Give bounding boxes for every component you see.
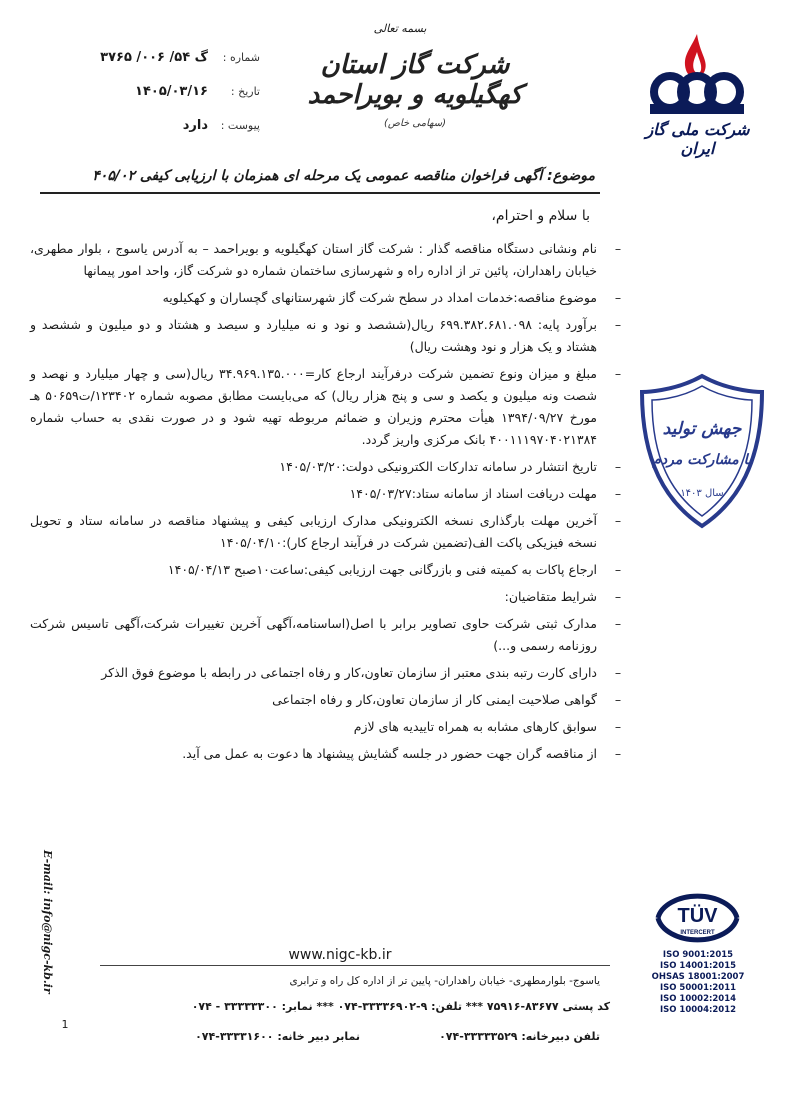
list-item-text: سوابق کارهای مشابه به همراه تاییدیه های لازم	[353, 719, 597, 734]
footer-secretariat-fax: نمابر دبیر خانه: ۳۳۳۳۱۶۰۰-۰۷۴	[195, 1030, 360, 1043]
bullet-dash: –	[614, 486, 622, 501]
letter-date-label: تاریخ :	[230, 85, 260, 98]
list-item-text: مبلغ و میزان ونوع تضمین شرکت درفرآیند ارجاع کار=۳۴.۹۶۹.۱۳۵.۰۰۰ ریال(سی و چهار میلیارد و نهصد و شصت ونه میلیون و یکصد و سی و پنج هزار ریال) که می‌بایست مطابق مصوبه شماره ۱۲۳۴۰۲/ت۵۰۶۵۹ هـ مورخ ۱۳۹۴/۰۹/۲۷ هیأت محترم وزیران و ضمائم مربوطه تهیه شود و در صورت نقدی به حساب شماره ۴۰۰۱۱۱۹۷۰۴۰۲۱۳۸۴ بانک مرکزی واریز گردد.	[30, 366, 597, 447]
emblem-line1: جهش تولید	[662, 419, 742, 439]
list-item	[30, 743, 625, 765]
list-item-text: از مناقصه گران جهت حضور در جلسه گشایش پیشنهاد ها دعوت به عمل می آید.	[182, 746, 597, 761]
bullet-dash: –	[614, 290, 622, 305]
list-item	[30, 662, 625, 684]
emblem-year: سال ۱۴۰۳	[680, 488, 724, 499]
letter-attachment-label: پیوست :	[220, 119, 260, 132]
footer-postal-phone: کد پستی ۸۳۶۷۷-۷۵۹۱۶ *** تلفن: ۹-۳۳۳۳۶۹۰۲-۰۷۴ *** نمابر: ۳۳۳۳۳۳۰۰ - ۰۷۴	[191, 1000, 610, 1013]
list-item-text: نام ونشانی دستگاه مناقصه گذار : شرکت گاز استان کهگیلویه و بویراحمد – به آدرس یاسوج ، بلوار مطهری، خیابان راهداران، پائین تر از اداره راه و شهرسازی ساختمان شماره دو شرکت گاز، واحد امور پیمانها	[30, 241, 597, 278]
bullet-dash: –	[614, 719, 622, 734]
list-item-text: ارجاع پاکات به کمیته فنی و بازرگانی جهت ارزیابی کیفی:ساعت۱۰صبح ۱۴۰۵/۰۴/۱۳	[167, 562, 597, 577]
letter-attachment	[40, 118, 260, 133]
list-item-text: گواهی صلاحیت ایمنی کار از سازمان تعاون،کار و رفاه اجتماعی	[272, 692, 597, 707]
vertical-email	[38, 850, 56, 1030]
list-item-text: آخرین مهلت بارگذاری نسخه الکترونیکی مدارک ارزیابی کیفی و پیشنهاد مناقصه در سامانه ستاد و تحویل نسخه فیزیکی پاکت الف(تضمین شرکت در فرآیند ارجاع کار):۱۴۰۵/۰۴/۱۰	[30, 513, 597, 550]
bullet-dash: –	[614, 317, 622, 332]
company-subtitle: (سهامی خاص)	[383, 118, 447, 129]
announcement-body	[30, 238, 625, 770]
letter-date	[40, 84, 260, 99]
letter-number-label: شماره :	[222, 51, 260, 64]
list-item-text: برآورد پایه: ۶۹۹.۳۸۲.۶۸۱.۰۹۸ ریال(ششصد و نود و نه میلیارد و سیصد و هشتاد و دو میلیون و ششصد و هشتاد و یک هزار و نود وهشت ریال)	[30, 317, 597, 354]
list-item	[30, 689, 625, 711]
list-item-text: موضوع مناقصه:خدمات امداد در سطح شرکت گاز شهرستانهای گچساران و کهکیلویه	[162, 290, 597, 305]
bullet-dash: –	[614, 562, 622, 577]
subject-underline	[40, 192, 600, 194]
subject-line: موضوع: آگهی فراخوان مناقصه عمومی یک مرحله ای همزمان با ارزیابی کیفی ۴۰۵/۰۲	[92, 168, 595, 184]
bullet-dash: –	[614, 459, 622, 474]
iso-item: OHSAS 18001:2007	[651, 972, 745, 982]
footer-divider	[100, 965, 610, 966]
letter-number	[40, 50, 260, 65]
iso-certifications	[648, 950, 748, 1016]
iso-item: ISO 9001:2015	[662, 950, 734, 960]
bullet-dash: –	[614, 746, 622, 761]
letter-attachment-value: دارد	[182, 118, 208, 133]
tuv-sub: INTERCERT	[680, 930, 715, 936]
bullet-dash: –	[614, 692, 622, 707]
bullet-dash: –	[614, 366, 622, 381]
list-item-text: تاریخ انتشار در سامانه تدارکات الکترونیکی دولت:۱۴۰۵/۰۳/۲۰	[279, 459, 597, 474]
page-number: 1	[61, 1018, 69, 1031]
email-text: E-mail: info@nigc-kb.ir	[41, 850, 54, 994]
tuv-intercert-logo-icon	[650, 888, 745, 948]
tuv-brand: TÜV	[677, 905, 718, 927]
website-link[interactable]: www.nigc-kb.ir	[288, 947, 392, 963]
iso-item: ISO 10002:2014	[659, 994, 737, 1004]
emblem-line2: با مشارکت مردم	[652, 452, 752, 468]
list-item	[30, 456, 625, 478]
list-item-text: دارای کارت رتبه بندی معتبر از سازمان تعاون،کار و رفاه اجتماعی در رابطه با موضوع فوق الذکر	[101, 665, 597, 680]
list-item	[30, 559, 625, 581]
list-item	[30, 586, 625, 608]
list-item	[30, 483, 625, 505]
greeting: با سلام و احترام،	[491, 208, 590, 224]
footer-address: یاسوج- بلوارمطهری- خیابان راهداران- پایین تر از اداره کل راه و ترابری	[289, 975, 600, 987]
bullet-dash: –	[614, 241, 622, 256]
list-item-text: شرایط متقاضیان:	[504, 589, 597, 604]
iso-item: ISO 50001:2011	[659, 983, 737, 993]
list-item	[30, 363, 625, 451]
list-item	[30, 510, 625, 554]
list-item	[30, 716, 625, 738]
production-leap-emblem-icon	[638, 372, 766, 530]
list-item-text: مدارک ثبتی شرکت حاوی تصاویر برابر با اصل(اساسنامه،آگهی آخرین تغییرات شرکت،آگهی تاسیس شرکت روزنامه رسمی و...)	[30, 616, 597, 653]
bullet-dash: –	[614, 616, 622, 631]
footer-secretariat-phone: تلفن دبیرخانه: ۳۳۳۳۳۵۲۹-۰۷۴	[439, 1030, 600, 1043]
bullet-dash: –	[614, 513, 622, 528]
list-item	[30, 238, 625, 282]
iso-item: ISO 14001:2015	[659, 961, 737, 971]
list-item	[30, 287, 625, 309]
nigc-logo-caption: شرکت ملی گاز ایران	[645, 120, 750, 158]
iso-item: ISO 10004:2012	[659, 1005, 737, 1015]
list-item	[30, 314, 625, 358]
company-title: شرکت گاز استان کهگیلویه و بویراحمد	[307, 50, 523, 110]
bullet-dash: –	[614, 665, 622, 680]
letter-date-value: ۱۴۰۵/۰۳/۱۶	[135, 84, 208, 99]
basmala: بسمه تعالی	[373, 22, 427, 35]
bullet-dash: –	[614, 589, 622, 604]
list-item	[30, 613, 625, 657]
letter-number-value: گ ۵۴/ ۰۰۶/ ۳۷۶۵	[100, 50, 208, 65]
list-item-text: مهلت دریافت اسناد از سامانه ستاد:۱۴۰۵/۰۳/۲۷	[349, 486, 597, 501]
